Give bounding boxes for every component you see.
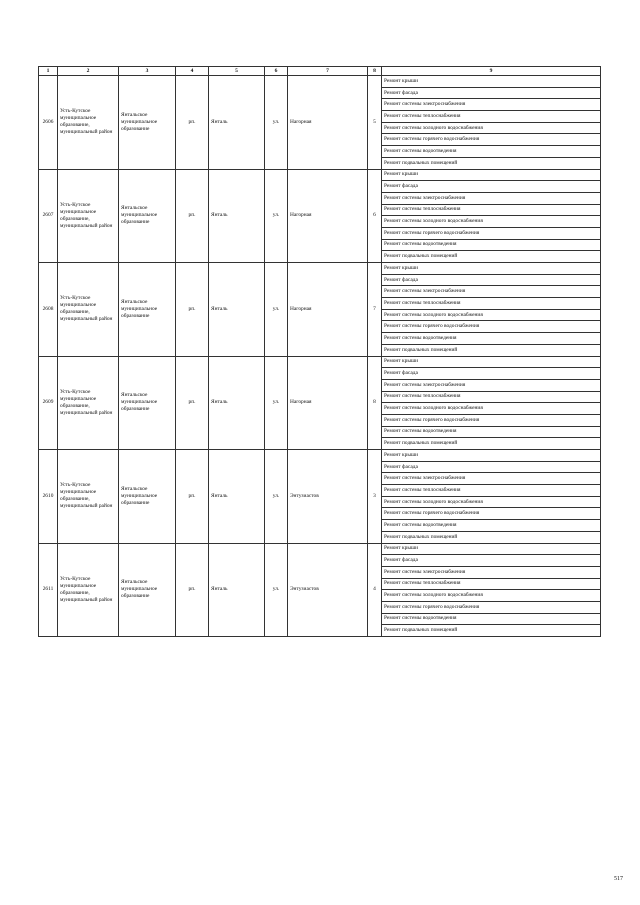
street-name: Энтузиастов: [288, 450, 368, 544]
repair-work-item: Ремонт крыши: [382, 543, 601, 555]
col-header: 8: [368, 67, 382, 76]
repair-work-item: Ремонт системы холодного водоснабжения: [382, 216, 601, 228]
repair-work-item: Ремонт крыши: [382, 263, 601, 275]
house-number: 8: [368, 356, 382, 450]
repair-work-item: Ремонт системы электроснабжения: [382, 192, 601, 204]
col-header: 7: [288, 67, 368, 76]
house-number: 7: [368, 263, 382, 357]
street-type: ул.: [265, 169, 288, 263]
col-header: 1: [39, 67, 58, 76]
repair-work-item: Ремонт системы горячего водоснабжения: [382, 321, 601, 333]
street-name: Нагорная: [288, 169, 368, 263]
page-number: 517: [614, 876, 623, 882]
repair-work-item: Ремонт системы горячего водоснабжения: [382, 134, 601, 146]
repair-work-item: Ремонт системы электроснабжения: [382, 566, 601, 578]
repair-work-item: Ремонт системы теплоснабжения: [382, 578, 601, 590]
district-name: Усть-Кутское муниципальное образование, муниципальный район: [58, 76, 119, 170]
municipality-name: Янтальское муниципальное образование: [119, 543, 176, 637]
district-name: Усть-Кутское муниципальное образование, муниципальный район: [58, 263, 119, 357]
settlement-name: Янталь: [209, 263, 265, 357]
settlement-name: Янталь: [209, 356, 265, 450]
street-type: ул.: [265, 263, 288, 357]
repair-work-item: Ремонт системы холодного водоснабжения: [382, 122, 601, 134]
table-row: [39, 76, 601, 88]
repair-work-item: Ремонт подвальных помещений: [382, 531, 601, 543]
col-header: 3: [119, 67, 176, 76]
settlement-name: Янталь: [209, 543, 265, 637]
house-number: 4: [368, 543, 382, 637]
street-type: ул.: [265, 450, 288, 544]
repair-work-item: Ремонт фасада: [382, 368, 601, 380]
repair-work-item: Ремонт системы электроснабжения: [382, 379, 601, 391]
repair-work-item: Ремонт системы горячего водоснабжения: [382, 227, 601, 239]
table-row: [39, 169, 601, 181]
repair-work-item: Ремонт системы водоотведения: [382, 333, 601, 345]
repair-work-item: Ремонт фасада: [382, 461, 601, 473]
repair-work-item: Ремонт подвальных помещений: [382, 251, 601, 263]
record-number: 2609: [39, 356, 58, 450]
street-type: ул.: [265, 76, 288, 170]
settlement-type: рп.: [176, 169, 209, 263]
repair-work-item: Ремонт подвальных помещений: [382, 625, 601, 637]
repair-work-item: Ремонт крыши: [382, 356, 601, 368]
repair-work-item: Ремонт системы горячего водоснабжения: [382, 601, 601, 613]
street-name: Энтузиастов: [288, 543, 368, 637]
repair-work-item: Ремонт системы горячего водоснабжения: [382, 508, 601, 520]
house-number: 3: [368, 450, 382, 544]
district-name: Усть-Кутское муниципальное образование, муниципальный район: [58, 169, 119, 263]
table-header-row: [39, 67, 601, 76]
settlement-name: Янталь: [209, 76, 265, 170]
street-type: ул.: [265, 543, 288, 637]
settlement-type: рп.: [176, 356, 209, 450]
settlement-name: Янталь: [209, 450, 265, 544]
repair-work-item: Ремонт фасада: [382, 181, 601, 193]
repair-work-item: Ремонт системы водоотведения: [382, 520, 601, 532]
municipality-name: Янтальское муниципальное образование: [119, 169, 176, 263]
municipality-name: Янтальское муниципальное образование: [119, 263, 176, 357]
col-header: 9: [382, 67, 601, 76]
settlement-name: Янталь: [209, 169, 265, 263]
house-number: 5: [368, 76, 382, 170]
repair-work-item: Ремонт крыши: [382, 76, 601, 88]
repair-work-item: Ремонт системы водоотведения: [382, 146, 601, 158]
table-row: [39, 543, 601, 555]
repair-work-item: Ремонт подвальных помещений: [382, 438, 601, 450]
repair-work-item: Ремонт системы электроснабжения: [382, 99, 601, 111]
col-header: 2: [58, 67, 119, 76]
street-name: Нагорная: [288, 76, 368, 170]
house-number: 6: [368, 169, 382, 263]
table-row: [39, 450, 601, 462]
col-header: 5: [209, 67, 265, 76]
street-name: Нагорная: [288, 356, 368, 450]
municipality-name: Янтальское муниципальное образование: [119, 76, 176, 170]
col-header: 4: [176, 67, 209, 76]
table-row: [39, 263, 601, 275]
repair-work-item: Ремонт системы водоотведения: [382, 239, 601, 251]
settlement-type: рп.: [176, 543, 209, 637]
repair-work-item: Ремонт системы теплоснабжения: [382, 204, 601, 216]
settlement-type: рп.: [176, 76, 209, 170]
repair-work-item: Ремонт системы теплоснабжения: [382, 485, 601, 497]
repair-work-item: Ремонт фасада: [382, 555, 601, 567]
repair-work-item: Ремонт подвальных помещений: [382, 157, 601, 169]
repair-work-item: Ремонт системы холодного водоснабжения: [382, 309, 601, 321]
record-number: 2611: [39, 543, 58, 637]
district-name: Усть-Кутское муниципальное образование, муниципальный район: [58, 450, 119, 544]
repair-work-item: Ремонт системы водоотведения: [382, 426, 601, 438]
repair-work-item: Ремонт фасада: [382, 274, 601, 286]
repair-work-item: Ремонт системы холодного водоснабжения: [382, 496, 601, 508]
repair-work-item: Ремонт системы холодного водоснабжения: [382, 590, 601, 602]
repair-work-item: Ремонт системы теплоснабжения: [382, 111, 601, 123]
settlement-type: рп.: [176, 450, 209, 544]
repair-work-item: Ремонт фасада: [382, 87, 601, 99]
repair-work-item: Ремонт системы электроснабжения: [382, 286, 601, 298]
table-body: [39, 76, 601, 637]
repair-work-item: Ремонт подвальных помещений: [382, 344, 601, 356]
repair-work-item: Ремонт системы электроснабжения: [382, 473, 601, 485]
record-number: 2610: [39, 450, 58, 544]
repair-work-item: Ремонт системы водоотведения: [382, 613, 601, 625]
repair-work-item: Ремонт крыши: [382, 450, 601, 462]
settlement-type: рп.: [176, 263, 209, 357]
record-number: 2608: [39, 263, 58, 357]
repair-work-item: Ремонт системы холодного водоснабжения: [382, 403, 601, 415]
table-row: [39, 356, 601, 368]
municipality-name: Янтальское муниципальное образование: [119, 356, 176, 450]
col-header: 6: [265, 67, 288, 76]
street-type: ул.: [265, 356, 288, 450]
repair-work-item: Ремонт системы теплоснабжения: [382, 391, 601, 403]
repair-work-item: Ремонт системы теплоснабжения: [382, 298, 601, 310]
repair-work-item: Ремонт системы горячего водоснабжения: [382, 414, 601, 426]
district-name: Усть-Кутское муниципальное образование, муниципальный район: [58, 356, 119, 450]
street-name: Нагорная: [288, 263, 368, 357]
district-name: Усть-Кутское муниципальное образование, муниципальный район: [58, 543, 119, 637]
record-number: 2606: [39, 76, 58, 170]
repair-program-table: [38, 66, 601, 637]
municipality-name: Янтальское муниципальное образование: [119, 450, 176, 544]
record-number: 2607: [39, 169, 58, 263]
repair-work-item: Ремонт крыши: [382, 169, 601, 181]
